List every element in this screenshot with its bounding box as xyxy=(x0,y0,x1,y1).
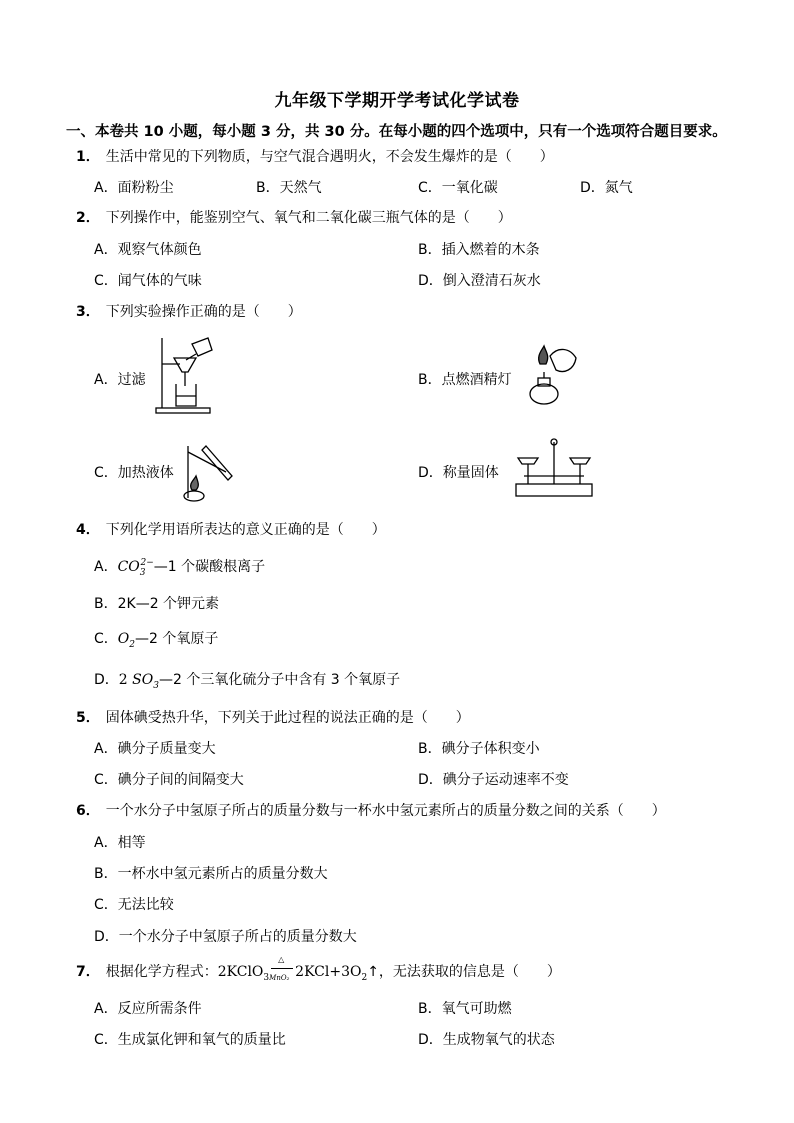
q5-option-b: B．碘分子体积变小 xyxy=(418,741,540,757)
question-7 xyxy=(76,955,561,983)
option-text: —2 个氧原子 xyxy=(135,631,219,647)
q1-option-d: D．氮气 xyxy=(580,180,633,196)
q7-option-c: C．生成氯化钾和氧气的质量比 xyxy=(94,1032,286,1048)
question-stem: 下列实验操作正确的是（ ） xyxy=(105,304,302,320)
formula-subscript: 3 xyxy=(153,680,159,691)
option-label: A． xyxy=(94,559,118,575)
q5-option-c: C．碘分子间的间隔变大 xyxy=(94,772,244,788)
equation-products: 2KCl+3O xyxy=(295,964,362,980)
question-number: 7． xyxy=(76,964,100,980)
q6-option-c: C．无法比较 xyxy=(94,897,174,913)
q3-option-d: D．称量固体 xyxy=(418,465,499,481)
q7-option-a: A．反应所需条件 xyxy=(94,1001,202,1017)
q3-option-a: A．过滤 xyxy=(94,372,146,388)
heat-symbol: △ xyxy=(278,955,285,964)
q3-option-c: C．加热液体 xyxy=(94,465,174,481)
carbonate-formula xyxy=(117,558,154,578)
q4-option-c xyxy=(94,628,218,650)
question-stem: 固体碘受热升华，下列关于此过程的说法正确的是（ ） xyxy=(105,710,470,726)
oxygen-formula xyxy=(117,631,135,650)
page-title: 九年级下学期开学考试化学试卷 xyxy=(274,91,520,111)
q1-option-b: B．天然气 xyxy=(256,180,322,196)
q6-option-a: A．相等 xyxy=(94,835,146,851)
formula-subscript: 3 xyxy=(263,972,270,983)
option-text: —1 个碳酸根离子 xyxy=(153,559,266,575)
option-label: C． xyxy=(94,631,118,647)
formula-base: SO xyxy=(132,672,154,688)
q2-option-c: C．闻气体的气味 xyxy=(94,273,202,289)
question-number: 6． xyxy=(76,803,100,819)
formula-charge: 2− xyxy=(140,558,154,569)
question-number: 5． xyxy=(76,710,100,726)
question-1 xyxy=(76,146,554,166)
section-heading: 一、本卷共 10 小题，每小题 3 分，共 30 分。在每小题的四个选项中，只有一个选项符合题目要求。 xyxy=(66,124,727,140)
catalyst-label: MnO₂ xyxy=(269,974,290,982)
q1-option-c: C．一氧化碳 xyxy=(418,180,498,196)
question-stem: 生活中常见的下列物质，与空气混合遇明火，不会发生爆炸的是（ ） xyxy=(105,149,554,165)
question-3 xyxy=(76,301,302,321)
reaction-condition xyxy=(269,955,295,982)
question-number: 4． xyxy=(76,522,100,538)
q2-option-a: A．观察气体颜色 xyxy=(94,242,202,258)
question-number: 2． xyxy=(76,210,100,226)
q4-option-b: B．2K—2 个钾元素 xyxy=(94,596,220,612)
formula-coefficient: 2 xyxy=(118,672,128,688)
q4-option-d xyxy=(94,669,400,691)
question-6 xyxy=(76,800,666,820)
question-number: 1． xyxy=(76,149,100,165)
question-number: 3． xyxy=(76,304,100,320)
q1-option-a: A．面粉粉尘 xyxy=(94,180,174,196)
q2-option-b: B．插入燃着的木条 xyxy=(418,242,540,258)
question-stem: 一个水分子中氢原子所占的质量分数与一杯水中氢元素所占的质量分数之间的关系（ ） xyxy=(105,803,666,819)
question-stem: ↑，无法获取的信息是（ ） xyxy=(367,964,561,980)
q4-option-a xyxy=(94,556,265,578)
q2-option-d: D．倒入澄清石灰水 xyxy=(418,273,541,289)
q6-option-d: D．一个水分子中氢原子所占的质量分数大 xyxy=(94,929,357,945)
option-text: —2 个三氧化硫分子中含有 3 个氧原子 xyxy=(158,672,401,688)
formula-base: O xyxy=(117,631,130,647)
equation-line xyxy=(271,968,293,969)
formula-subscript: 2 xyxy=(129,639,135,650)
formula-subscript: 2 xyxy=(361,972,368,983)
q5-option-d: D．碘分子运动速率不变 xyxy=(418,772,569,788)
q6-option-b: B．一杯水中氢元素所占的质量分数大 xyxy=(94,866,328,882)
alcohol-lamp-lighting-image xyxy=(514,344,582,410)
formula-base: CO xyxy=(117,559,140,575)
formula-subscript: 3 xyxy=(139,567,146,578)
q3-option-b: B．点燃酒精灯 xyxy=(418,372,512,388)
question-4 xyxy=(76,519,386,539)
question-stem: 下列操作中，能鉴别空气、氧气和二氧化碳三瓶气体的是（ ） xyxy=(105,210,512,226)
heating-liquid-image xyxy=(176,438,242,504)
question-5 xyxy=(76,707,470,727)
question-stem: 下列化学用语所表达的意义正确的是（ ） xyxy=(105,522,386,538)
sulfur-trioxide-formula xyxy=(132,672,159,691)
q7-option-d: D．生成物氧气的状态 xyxy=(418,1032,555,1048)
option-label: D． xyxy=(94,672,119,688)
filtration-apparatus-image xyxy=(152,334,216,416)
q7-option-b: B．氧气可助燃 xyxy=(418,1001,512,1017)
question-2 xyxy=(76,207,512,227)
equation-reactant: 根据化学方程式：2KClO xyxy=(105,964,264,980)
q5-option-a: A．碘分子质量变大 xyxy=(94,741,216,757)
balance-scale-image xyxy=(510,436,598,500)
